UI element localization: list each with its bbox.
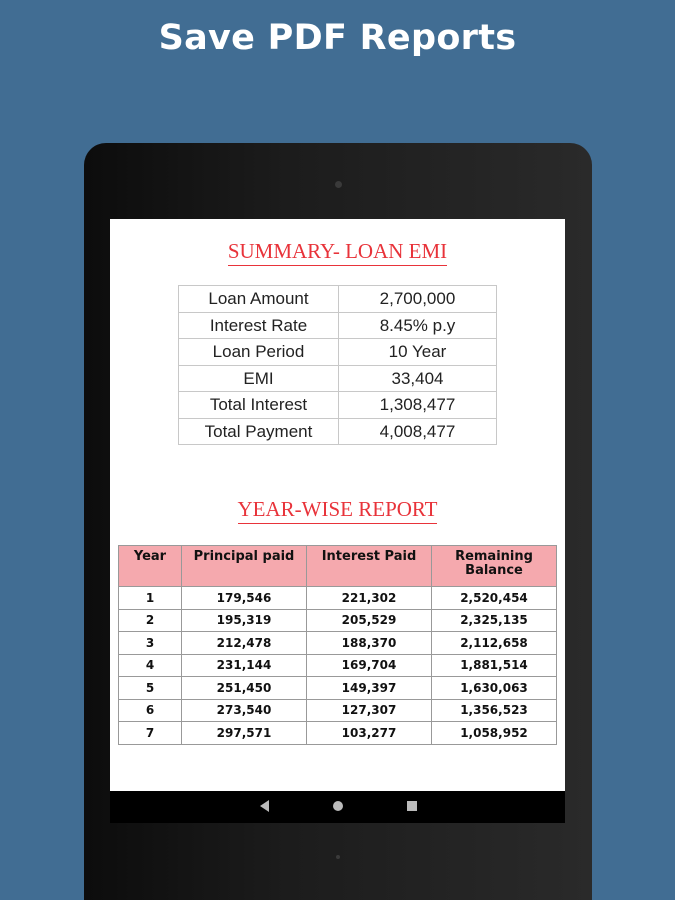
summary-table bbox=[178, 285, 497, 445]
year-cell: 5 bbox=[119, 677, 182, 700]
table-row bbox=[119, 632, 557, 655]
yearwise-header-row bbox=[119, 546, 557, 587]
balance-cell: 1,356,523 bbox=[432, 699, 557, 722]
year-cell: 6 bbox=[119, 699, 182, 722]
tablet-frame bbox=[84, 143, 592, 900]
balance-cell: 1,881,514 bbox=[432, 654, 557, 677]
interest-cell: 103,277 bbox=[307, 722, 432, 745]
table-row bbox=[119, 677, 557, 700]
year-cell: 2 bbox=[119, 609, 182, 632]
header-year: Year bbox=[119, 546, 182, 587]
year-cell: 3 bbox=[119, 632, 182, 655]
interest-cell: 149,397 bbox=[307, 677, 432, 700]
summary-value: 1,308,477 bbox=[339, 392, 497, 419]
year-cell: 7 bbox=[119, 722, 182, 745]
summary-label: Interest Rate bbox=[179, 312, 339, 339]
year-cell: 1 bbox=[119, 587, 182, 610]
principal-cell: 297,571 bbox=[182, 722, 307, 745]
headline: Save PDF Reports bbox=[158, 18, 517, 58]
year-cell: 4 bbox=[119, 654, 182, 677]
microphone-icon bbox=[336, 855, 340, 859]
summary-title bbox=[110, 239, 565, 264]
balance-cell: 1,630,063 bbox=[432, 677, 557, 700]
yearwise-table bbox=[118, 545, 557, 745]
summary-title-text: SUMMARY- LOAN EMI bbox=[228, 239, 447, 266]
summary-value: 33,404 bbox=[339, 365, 497, 392]
summary-label: EMI bbox=[179, 365, 339, 392]
back-icon[interactable] bbox=[260, 800, 269, 812]
principal-cell: 251,450 bbox=[182, 677, 307, 700]
principal-cell: 195,319 bbox=[182, 609, 307, 632]
principal-cell: 179,546 bbox=[182, 587, 307, 610]
summary-row bbox=[179, 418, 497, 445]
balance-cell: 1,058,952 bbox=[432, 722, 557, 745]
summary-label: Total Payment bbox=[179, 418, 339, 445]
home-icon[interactable] bbox=[333, 801, 343, 811]
balance-cell: 2,112,658 bbox=[432, 632, 557, 655]
summary-label: Loan Period bbox=[179, 339, 339, 366]
summary-value: 2,700,000 bbox=[339, 286, 497, 313]
yearwise-title-text: YEAR-WISE REPORT bbox=[238, 497, 438, 524]
table-row bbox=[119, 609, 557, 632]
pdf-page[interactable] bbox=[110, 219, 565, 791]
camera-icon bbox=[335, 181, 342, 188]
summary-label: Loan Amount bbox=[179, 286, 339, 313]
recents-icon[interactable] bbox=[407, 801, 417, 811]
interest-cell: 127,307 bbox=[307, 699, 432, 722]
principal-cell: 212,478 bbox=[182, 632, 307, 655]
summary-row bbox=[179, 286, 497, 313]
yearwise-title bbox=[110, 497, 565, 522]
balance-cell: 2,520,454 bbox=[432, 587, 557, 610]
table-row bbox=[119, 587, 557, 610]
summary-row bbox=[179, 392, 497, 419]
interest-cell: 205,529 bbox=[307, 609, 432, 632]
navigation-bar bbox=[110, 791, 565, 823]
principal-cell: 231,144 bbox=[182, 654, 307, 677]
table-row bbox=[119, 654, 557, 677]
summary-row bbox=[179, 339, 497, 366]
balance-cell: 2,325,135 bbox=[432, 609, 557, 632]
summary-row bbox=[179, 312, 497, 339]
interest-cell: 169,704 bbox=[307, 654, 432, 677]
interest-cell: 188,370 bbox=[307, 632, 432, 655]
table-row bbox=[119, 699, 557, 722]
header-balance: Remaining Balance bbox=[432, 546, 557, 587]
summary-row bbox=[179, 365, 497, 392]
header-interest: Interest Paid bbox=[307, 546, 432, 587]
summary-value: 4,008,477 bbox=[339, 418, 497, 445]
summary-value: 8.45% p.y bbox=[339, 312, 497, 339]
table-row bbox=[119, 722, 557, 745]
interest-cell: 221,302 bbox=[307, 587, 432, 610]
header-principal: Principal paid bbox=[182, 546, 307, 587]
summary-label: Total Interest bbox=[179, 392, 339, 419]
principal-cell: 273,540 bbox=[182, 699, 307, 722]
summary-value: 10 Year bbox=[339, 339, 497, 366]
